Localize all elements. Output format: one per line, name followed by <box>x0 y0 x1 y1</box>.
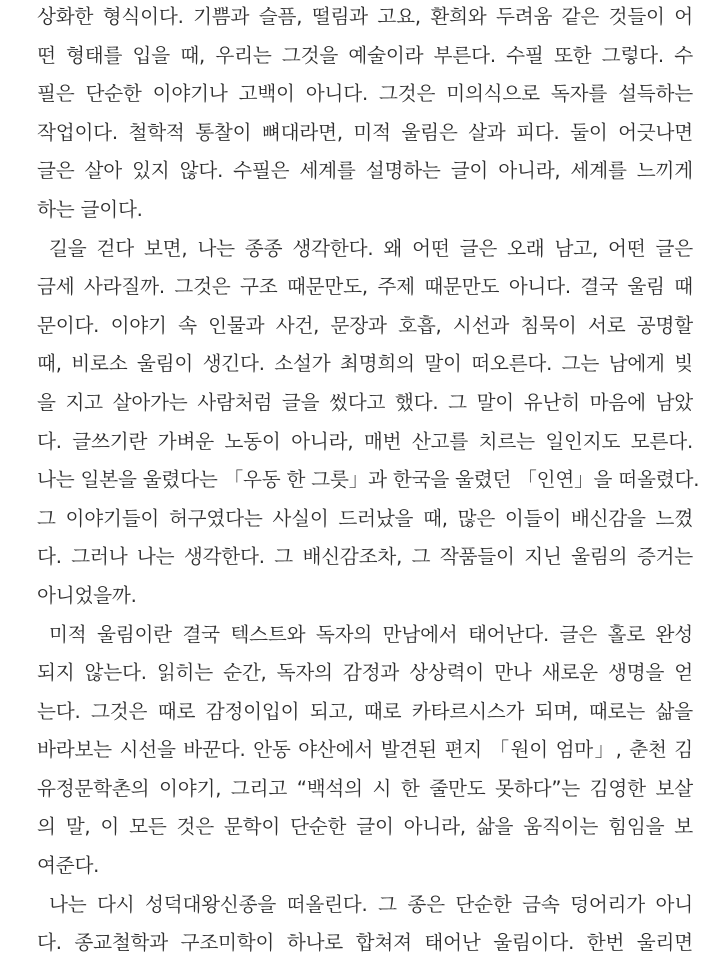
paragraph-2 <box>37 230 700 616</box>
text-line: 떤 형태를 입을 때, 우리는 그것을 예술이라 부른다. 수필 또한 그렇다. 수 <box>37 43 693 67</box>
text-line: 필은 단순한 이야기나 고백이 아니다. 그것은 미의식으로 독자를 설득하는 <box>37 82 693 106</box>
text-line: 길을 걷다 보면, 나는 종종 생각한다. 왜 어떤 글은 오래 남고, 어떤 글은 <box>49 236 693 260</box>
text-line: 다. 그러나 나는 생각한다. 그 배신감조차, 그 작품들이 지닌 울림의 증거는 <box>37 545 693 569</box>
text-line: 유정문학촌의 이야기, 그리고 “백석의 시 한 줄만도 못하다”는 김영한 보살 <box>37 776 693 800</box>
text-line: 미적 울림이란 결국 텍스트와 독자의 만남에서 태어난다. 글은 홀로 완성 <box>49 622 693 646</box>
text-line: 다. 종교철학과 구조미학이 하나로 합쳐져 태어난 울림이다. 한번 울리면 <box>37 931 693 955</box>
paragraph-1 <box>37 0 693 230</box>
text-line: 아니었을까. <box>37 583 137 607</box>
text-line: 바라보는 시선을 바꾼다. 안동 야산에서 발견된 편지 「원이 엄마」, 춘천 김 <box>37 738 693 762</box>
text-line: 그 이야기들이 허구였다는 사실이 드러났을 때, 많은 이들이 배신감을 느꼈 <box>37 506 693 530</box>
text-line: 상화한 형식이다. 기쁨과 슬픔, 떨림과 고요, 환희와 두려움 같은 것들이 어 <box>37 5 693 28</box>
text-line: 다. 글쓰기란 가벼운 노동이 아니라, 매번 산고를 치르는 일인지도 모른다. <box>37 429 693 453</box>
text-line: 을 지고 살아가는 사람처럼 글을 썼다고 했다. 그 말이 유난히 마음에 남았 <box>37 390 693 414</box>
text-line: 하는 글이다. <box>37 197 143 221</box>
text-line: 때, 비로소 울림이 생긴다. 소설가 최명희의 말이 떠오른다. 그는 남에게 빚 <box>37 352 693 376</box>
text-line: 나는 다시 성덕대왕신종을 떠올린다. 그 종은 단순한 금속 덩어리가 아니 <box>49 892 693 916</box>
text-line: 여준다. <box>37 854 100 878</box>
text-line: 금세 사라질까. 그것은 구조 때문만도, 주제 때문만도 아니다. 결국 울림 때 <box>37 275 693 299</box>
text-line: 되지 않는다. 읽히는 순간, 독자의 감정과 상상력이 만나 새로운 생명을 얻 <box>37 661 693 685</box>
paragraph-3 <box>37 616 693 886</box>
text-line: 는다. 그것은 때로 감정이입이 되고, 때로 카타르시스가 되며, 때로는 삶을 <box>37 699 693 723</box>
text-line: 작업이다. 철학적 통찰이 뼈대라면, 미적 울림은 살과 피다. 둘이 어긋나면 <box>37 120 693 144</box>
text-line: 나는 일본을 울렸다는 「우동 한 그릇」과 한국을 울렸던 「인연」을 떠올렸다. <box>37 468 700 492</box>
paragraph-4 <box>37 886 693 963</box>
text-line: 글은 살아 있지 않다. 수필은 세계를 설명하는 글이 아니라, 세계를 느끼게 <box>37 159 693 183</box>
text-line: 문이다. 이야기 속 인물과 사건, 문장과 호흡, 시선과 침묵이 서로 공명할 <box>37 313 693 337</box>
text-line: 의 말, 이 모든 것은 문학이 단순한 글이 아니라, 삶을 움직이는 힘임을 보 <box>37 815 693 839</box>
essay-page <box>37 0 700 963</box>
